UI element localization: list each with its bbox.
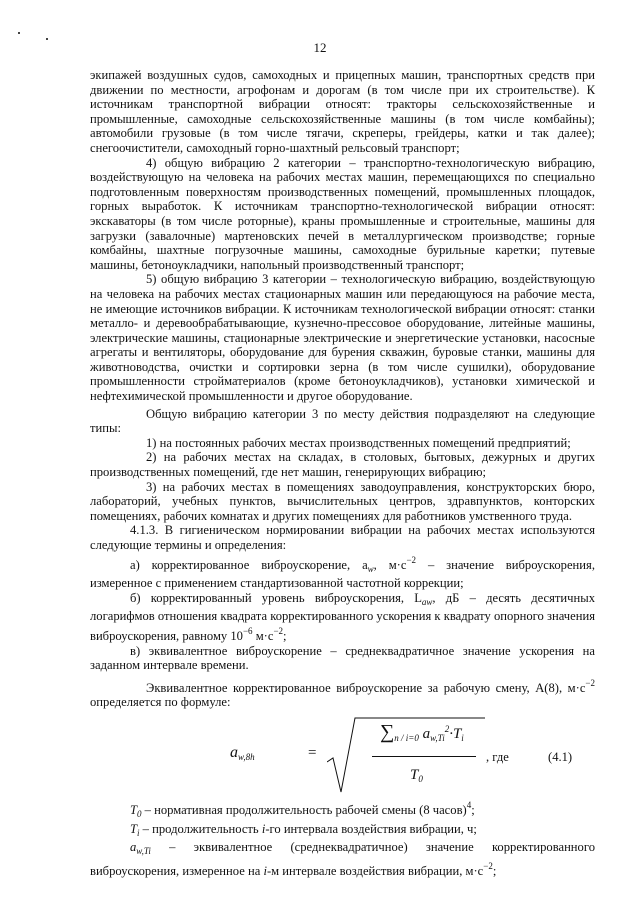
paragraph: 5) общую вибрацию 3 категории – технологическую вибрацию, воздействующую на человека на рабочих местах стационарных машин или передающуюся на рабочие места, не имеющие источников вибрации. К источникам технологической вибрации относят: станки металло- и деревообрабатывающие, кузнечно-прессовое оборудование, литейные машины, электрические машины, стационарные электрические и энергетические установки, насосные агрегаты и вентиляторы, оборудование для бурения скважин, буровые станки, машины для животноводства, очистки и сортировки зерна (в том числе сушилки), оборудование промышленности стройматериалов (кроме бетоноукладчиков), установки химической и нефтехимической промышленности и другое оборудование. xyxy=(90,272,595,404)
formula-lhs: $a_{w,8h}$ xyxy=(230,743,255,762)
formula-intro: Эквивалентное корректированное виброускорение за рабочую смену, A(8), $м\cdot с^{-2}$ определяется по формуле: xyxy=(90,677,595,710)
list-item: 1) на постоянных рабочих местах производственных помещений предприятий; xyxy=(146,435,571,450)
section-4-1-3: 4.1.3. В гигиеническом нормировании вибрации на рабочих местах используются следующие термины и определения: xyxy=(90,523,595,552)
formula-where: , где xyxy=(486,749,509,764)
definition-aw: $a_{w,Ti}$ – эквивалентное (среднеквадратичное) значение корректированного виброускорения, измеренное на i-м интервале воздействия вибрации, $м\cdot с^{-2}$; xyxy=(90,840,595,878)
list-item: 3) на рабочих местах в помещениях заводоуправления, конструкторских бюро, лабораторий, учебных пунктов, вычислительных центров, здравпунктов, конторских помещениях, рабочих комнатах и других помещениях для работников умственного труда. xyxy=(90,479,595,523)
paragraph: экипажей воздушных судов, самоходных и прицепных машин, транспортных средств при движении по местности, агрофонам и дорогам (в том числе при их строительстве). К источникам транспортной вибрации относят: тракторы сельскохозяйственные и промышленные, самоходные сельскохозяйственные машины (в том числе комбайны); автомобили грузовые (в том числе тягачи, скреперы, грейдеры, катки и так далее); снегоочистители, самоходный горно-шахтный рельсовый транспорт; xyxy=(90,68,595,155)
list-item: 2) на рабочих местах на складах, в столовых, бытовых, дежурных и других производственных помещений, где нет машин, генерирующих вибрацию; xyxy=(90,450,595,480)
formula-numerator: $\sum_{n / i=0}$ $a_{w,Ti}^2\cdot T_i$ xyxy=(380,720,464,743)
term-a: а) корректированное виброускорение, $a_w$, $м\cdot с^{-2}$ – значение виброускорения, измеренное с применением стандартизованной частотной коррекции; xyxy=(90,554,595,591)
paragraph: Общую вибрацию категории 3 по месту действия подразделяют на следующие типы: xyxy=(90,406,595,436)
formula-equals: = xyxy=(308,744,317,761)
page-number: 12 xyxy=(313,40,327,55)
definition-t0: $T_0$ – нормативная продолжительность рабочей смены (8 часов)$^4$; xyxy=(130,799,475,819)
scan-speck xyxy=(18,32,20,34)
definition-ti: $T_i$ – продолжительность i-го интервала воздействия вибрации, ч; xyxy=(130,821,477,838)
formula-4-1 xyxy=(90,712,595,798)
document-body xyxy=(90,68,595,878)
fraction-bar xyxy=(372,756,476,757)
formula-denominator: $T_0$ xyxy=(410,766,423,784)
paragraph: 4) общую вибрацию 2 категории – транспортно-технологическую вибрацию, воздействующую на человека на рабочих местах машин, перемещающихся по специально подготовленным поверхностям производственных помещений, промышленных площадок, горных выработок. К источникам транспортно-технологической вибрации относят: экскаваторы (в том числе роторные), краны промышленные и строительные, машины для загрузки (завалочные) мартеновских печей в металлургическом производстве; горные комбайны, шахтные погрузочные машины, самоходные бурильные каретки; путевые машины, бетоноукладчики, напольный производственный транспорт; xyxy=(90,155,595,272)
formula-number: (4.1) xyxy=(548,749,573,764)
term-c: в) эквивалентное виброускорение – среднеквадратичное значение ускорения на заданном интервале времени. xyxy=(90,643,595,673)
term-b: б) корректированный уровень виброускорения, $L_{aw}$, дБ – десять десятичных логарифмов отношения квадрата корректированного ускорения к квадрату опорного значения виброускорения, равному $10^{-6}$ $м\cdot с^{-2}$; xyxy=(90,590,596,643)
